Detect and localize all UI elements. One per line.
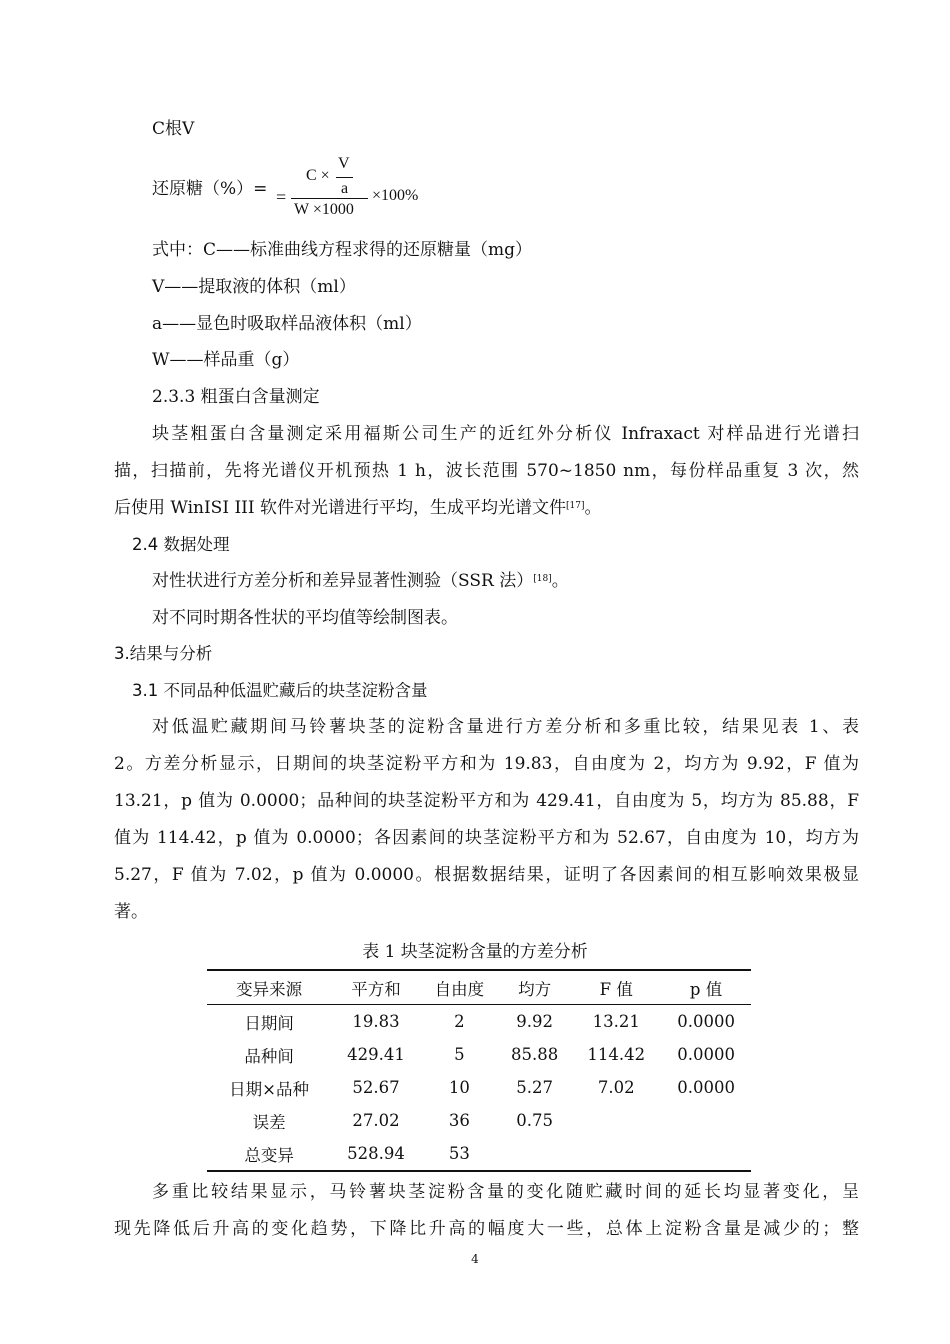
table-cell: 13.21 (592, 1012, 640, 1031)
definition-v: V——提取液的体积（ml） (152, 277, 356, 297)
table-cell: 36 (448, 1111, 470, 1130)
section-heading-3-1: 3.1 不同品种低温贮藏后的块茎淀粉含量 (132, 681, 428, 700)
table-row (207, 1137, 751, 1171)
table-cell: 5.27 (516, 1078, 554, 1097)
table-row (207, 1005, 751, 1039)
table-cell: 114.42 (587, 1045, 646, 1064)
results-paragraph-line-4: 值为 114.42，p 值为 0.0000；各因素间的块茎淀粉平方和为 52.67，自由度为 10，均方为 (114, 828, 859, 848)
formula-equals: = (276, 187, 287, 207)
table-row (207, 1071, 751, 1104)
anova-table (207, 969, 751, 1172)
formula-numerator-v: V (338, 155, 350, 172)
table-cell (571, 1137, 661, 1171)
table-cell: 7.02 (597, 1078, 635, 1097)
formula-numerator-a: a (341, 180, 349, 197)
formula-fraction-bar (291, 198, 368, 199)
table-cell: 19.83 (352, 1012, 400, 1031)
table-cell: 0.0000 (677, 1045, 735, 1064)
header-f-value: F 值 (599, 979, 633, 999)
table-cell: 52.67 (352, 1078, 400, 1097)
table-cell: 85.88 (511, 1045, 559, 1064)
table-row (207, 1104, 751, 1137)
table-cell: 5 (454, 1045, 465, 1064)
formula-inner-fraction-bar (336, 177, 353, 178)
multi-compare-line-1: 多重比较结果显示，马铃薯块茎淀粉含量的变化随贮藏时间的延长均显著变化，呈 (152, 1182, 859, 1202)
formula-numerator-c: C × (306, 167, 330, 184)
table-cell: 误差 (252, 1112, 286, 1132)
table-cell (661, 1104, 751, 1137)
table-row (207, 1038, 751, 1071)
results-paragraph-line-6: 著。 (114, 902, 148, 922)
protein-paragraph-line-3: 后使用 WinISI III 软件对光谱进行平均，生成平均光谱文件[17]。 (114, 498, 602, 518)
table-cell (498, 1137, 571, 1171)
table-cell: 0.0000 (677, 1012, 735, 1031)
table-cell: 日期间 (244, 1013, 294, 1033)
results-paragraph-line-3: 13.21，p 值为 0.0000；品种间的块茎淀粉平方和为 429.41，自由度为 5，均方为 85.88，F (114, 791, 859, 811)
table-cell: 429.41 (347, 1045, 405, 1064)
table-cell: 53 (448, 1144, 470, 1163)
table-cell: 27.02 (352, 1111, 400, 1130)
results-paragraph-line-2: 2。方差分析显示，日期间的块茎淀粉平方和为 19.83，自由度为 2，均方为 9.92，F 值为 (114, 754, 859, 774)
table-header-row (207, 970, 751, 1005)
results-paragraph-line-5: 5.27，F 值为 7.02，p 值为 0.0000。根据数据结果，证明了各因素间的相互影响效果极显 (114, 865, 859, 885)
table-cell: 10 (448, 1078, 470, 1097)
table-cell: 0.75 (516, 1111, 554, 1130)
definition-a: a——显色时吸取样品液体积（ml） (152, 314, 422, 334)
formula-intro: C根V (152, 119, 195, 139)
formula-label: 还原糖（%）= (152, 179, 268, 199)
header-mean-square: 均方 (518, 979, 552, 999)
section-heading-2-3-3: 2.3.3 粗蛋白含量测定 (152, 387, 320, 407)
header-p-value: p 值 (689, 979, 723, 999)
header-sum-of-squares: 平方和 (351, 979, 401, 999)
table-cell: 日期×品种 (229, 1079, 309, 1099)
results-paragraph-line-1: 对低温贮藏期间马铃薯块茎的淀粉含量进行方差分析和多重比较，结果见表 1、表 (152, 717, 859, 737)
protein-paragraph-line-1: 块茎粗蛋白含量测定采用福斯公司生产的近红外分析仪 Infraxact 对样品进行光谱扫 (152, 424, 859, 444)
data-paragraph-1: 对性状进行方差分析和差异显著性测验（SSR 法）[18]。 (152, 571, 569, 591)
table-cell: 528.94 (347, 1144, 405, 1163)
table-cell: 总变异 (244, 1145, 294, 1165)
table-cell: 2 (454, 1012, 465, 1031)
section-heading-2-4: 2.4 数据处理 (132, 535, 230, 554)
data-paragraph-2: 对不同时期各性状的平均值等绘制图表。 (152, 608, 458, 628)
header-source: 变异来源 (236, 979, 303, 999)
table-cell: 0.0000 (677, 1078, 735, 1097)
page-number: 4 (471, 1252, 479, 1266)
definition-c: 式中：C——标准曲线方程求得的还原糖量（mg） (152, 240, 533, 260)
header-df: 自由度 (434, 979, 485, 999)
formula-multiplier: ×100% (372, 187, 419, 204)
protein-paragraph-line-2: 描，扫描前，先将光谱仪开机预热 1 h，波长范围 570~1850 nm，每份样品重复 3 次，然 (114, 461, 859, 481)
table-cell: 品种间 (244, 1046, 294, 1066)
citation-17: [17] (566, 501, 585, 511)
multi-compare-line-2: 现先降低后升高的变化趋势，下降比升高的幅度大一些，总体上淀粉含量是减少的；整 (114, 1219, 859, 1239)
table-cell (661, 1137, 751, 1171)
section-heading-3: 3.结果与分析 (114, 644, 213, 663)
formula-denominator: W ×1000 (294, 201, 354, 218)
citation-18: [18] (533, 574, 552, 584)
definition-w: W——样品重（g） (152, 350, 300, 370)
table-1-caption: 表 1 块茎淀粉含量的方差分析 (362, 942, 588, 962)
table-cell: 9.92 (516, 1012, 554, 1031)
table-cell (571, 1104, 661, 1137)
